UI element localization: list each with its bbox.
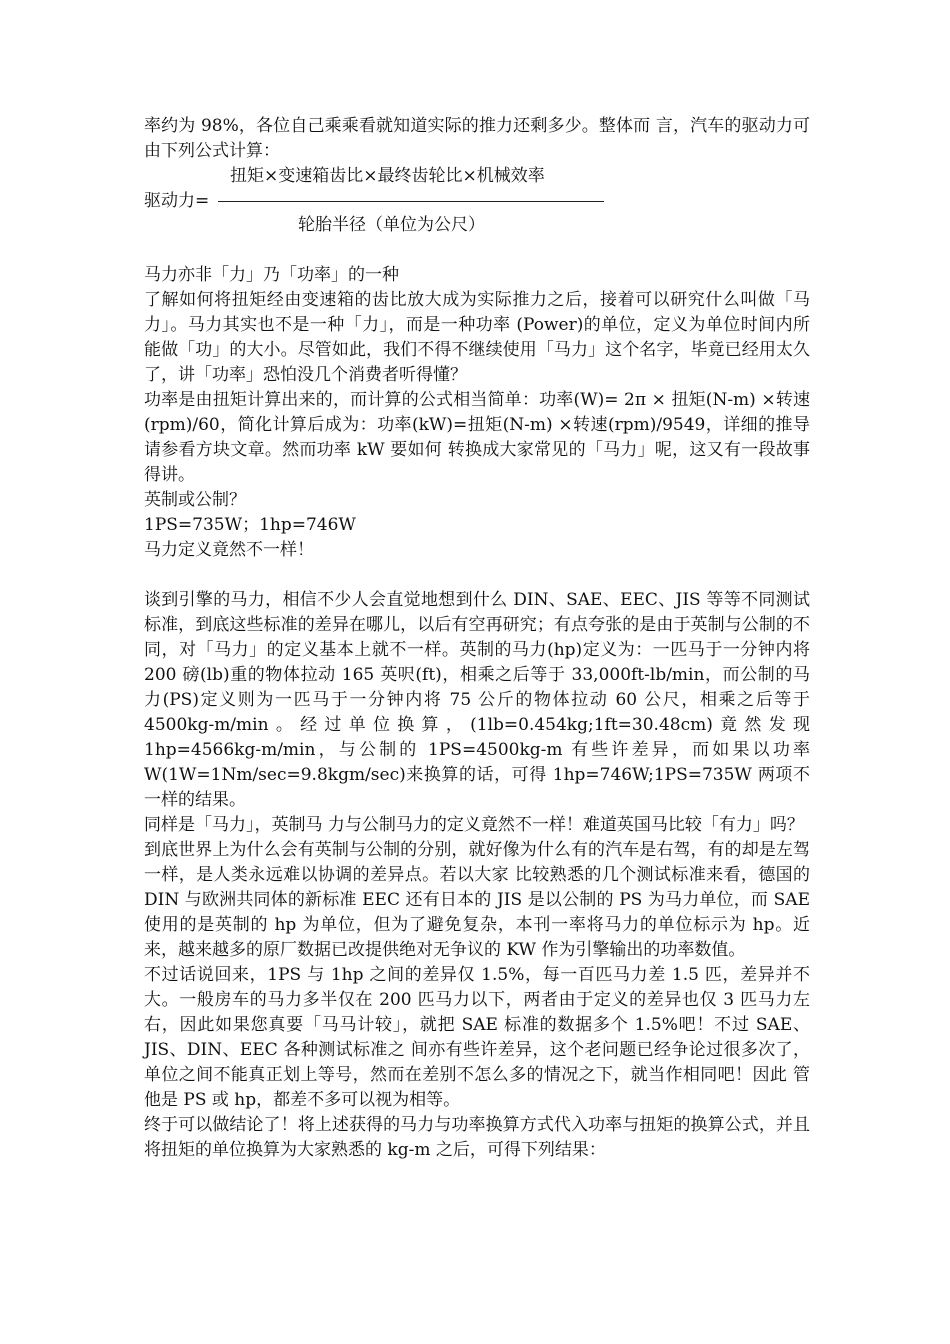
body-paragraph: 不过话说回来，1PS 与 1hp 之间的差异仅 1.5%，每一百匹马力差 1.5 匹，差异并不大。一般房车的马力多半仅在 200 匹马力以下，两者由于定义的差异也仅 3 匹马力左右，因此如果您真要「马马计较」，就把 SAE 标准的数据多个 1.5%吧！不过 SAE、JIS、DIN、EEC 各种测试标准之 间亦有些许差异，这个老问题已经争论过很多次了，单位之间不能真正划上等号，然而在差别不怎么多的情况之下，就当作相同吧！因此 管他是 PS 或 hp，都差不多可以视为相等。 — [144, 965, 810, 1110]
subheading-line: 马力定义竟然不一样！ — [144, 540, 314, 560]
fraction-bar — [218, 201, 604, 202]
intro-paragraph: 率约为 98%，各位自己乘乘看就知道实际的推力还剩多少。整体而 言，汽车的驱动力可由下列公式计算： — [144, 116, 810, 161]
body-paragraph: 同样是「马力」，英制马 力与公制马力的定义竟然不一样！难道英国马比较「有力」吗？ — [144, 815, 804, 835]
section-heading: 马力亦非「力」乃「功率」的一种 — [144, 265, 399, 285]
body-paragraph: 功率是由扭矩计算出来的，而计算的公式相当简单：功率(W)= 2π × 扭矩(N-m) ×转速(rpm)/60，简化计算后成为：功率(kW)=扭矩(N-m) ×转速(rpm)/9549，详细的推导请参看方块文章。然而功率 kW 要如何 转换成大家常见的「马力」呢，这又有一段故事得讲。 — [144, 390, 810, 485]
formula-numerator: 扭矩×变速箱齿比×最终齿轮比×机械效率 — [230, 166, 545, 186]
spacer — [144, 238, 810, 263]
subheading-line: 英制或公制？ — [144, 490, 246, 510]
body-paragraph: 到底世界上为什么会有英制与公制的分别，就好像为什么有的汽车是右驾，有的却是左驾一样，是人类永远难以协调的差异点。若以大家 比较熟悉的几个测试标准来看，德国的 DIN 与欧洲共同体的新标准 EEC 还有日本的 JIS 是以公制的 PS 为马力单位，而 SAE 使用的是英制的 hp 为单位，但为了避免复杂，本刊一率将马力的单位标示为 hp。近来，越来越多的原厂数据已改提供绝对无争议的 KW 作为引擎输出的功率数值。 — [144, 840, 810, 960]
spacer — [144, 563, 810, 588]
body-paragraph: 了解如何将扭矩经由变速箱的齿比放大成为实际推力之后，接着可以研究什么叫做「马力」。马力其实也不是一种「力」，而是一种功率 (Power)的单位，定义为单位时间内所能做「功」的大小。尽管如此，我们不得不继续使用「马力」这个名字，毕竟已经用太久了，讲「功率」恐怕没几个消费者听得懂？ — [144, 290, 810, 385]
unit-line: 1PS=735W；1hp=746W — [144, 515, 356, 535]
formula-lhs: 驱动力= — [144, 191, 210, 211]
driving-force-formula — [144, 164, 810, 238]
body-paragraph: 终于可以做结论了！将上述获得的马力与功率换算方式代入功率与扭矩的换算公式，并且将扭矩的单位换算为大家熟悉的 kg-m 之后，可得下列结果： — [144, 1115, 810, 1160]
formula-denominator: 轮胎半径（单位为公尺） — [298, 215, 485, 235]
body-paragraph: 谈到引擎的马力，相信不少人会直觉地想到什么 DIN、SAE、EEC、JIS 等等不同测试标准，到底这些标准的差异在哪儿，以后有空再研究；有点夸张的是由于英制与公制的不同，对「马力」的定义基本上就不一样。英制的马力(hp)定义为：一匹马于一分钟内将 200 磅(lb)重的物体拉动 165 英呎(ft)，相乘之后等于 33,000ft-lb/min，而公制的马力(PS)定义则为一匹马于一分钟内将 75 公斤的物体拉动 60 公尺，相乘之后等于 4500kg-m/min。经过单位换算，(1lb=0.454kg;1ft=30.48cm)竟然发现 1hp=4566kg-m/min，与公制的 1PS=4500kg-m 有些许差异，而如果以功率 W(1W=1Nm/sec=9.8kgm/sec)来换算的话，可得 1hp=746W;1PS=735W 两项不一样的结果。 — [144, 590, 810, 810]
